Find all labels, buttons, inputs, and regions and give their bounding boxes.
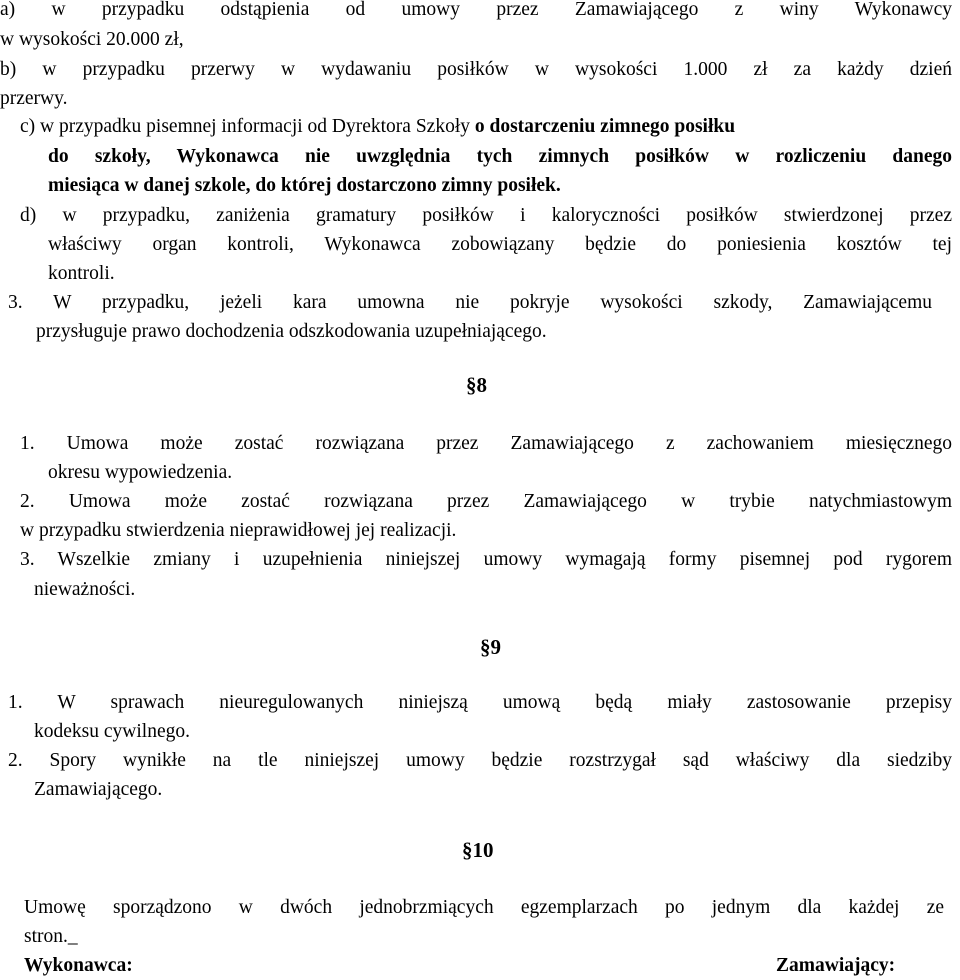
section-9-item-1-line-2: kodeksu cywilnego. [34,721,190,742]
clause-c-bold-first: o dostarczeniu zimnego posiłku [474,116,736,137]
section-10-text-line-2: stron._ [24,926,78,947]
section-8-item-3-line-2: nieważności. [34,579,136,600]
section-9-heading: §9 [480,635,501,659]
section-10-heading: §10 [462,838,494,862]
point-3-line-1: 3. W przypadku, jeżeli kara umowna nie pokryje wysokości szkody, Zamawiającemu [8,292,932,313]
signature-contractor-label: Wykonawca: [24,955,133,976]
clause-d-line-1: d) w przypadku, zaniżenia gramatury posiłków i kaloryczności posiłków stwierdzonej przez [20,205,952,226]
point-3-line-2: przysługuje prawo dochodzenia odszkodowania uzupełniającego. [36,321,547,342]
section-9-item-1-line-1: 1. W sprawach nieuregulowanych niniejszą umową będą miały zastosowanie przepisy [8,692,952,713]
clause-c-line-3: miesiąca w danej szkole, do której dostarczono zimny posiłek. [48,175,561,196]
clause-c-prefix: c) w przypadku pisemnej informacji od Dyrektora Szkoły [20,116,470,137]
section-9-item-2-line-2: Zamawiającego. [34,779,163,800]
clause-b-line-1: b) w przypadku przerwy w wydawaniu posiłków w wysokości 1.000 zł za każdy dzień [0,59,952,80]
section-9-item-2-line-1: 2. Spory wynikłe na tle niniejszej umowy będzie rozstrzygał sąd właściwy dla siedziby [8,750,952,771]
section-8-item-1-line-2: okresu wypowiedzenia. [48,462,233,483]
clause-c-line-2: do szkoły, Wykonawca nie uwzględnia tych zimnych posiłków w rozliczeniu danego [48,146,952,167]
section-8-item-2-line-1: 2. Umowa może zostać rozwiązana przez Zamawiającego w trybie natychmiastowym [20,491,952,512]
clause-b-line-2: przerwy. [0,88,68,109]
section-8-item-1-line-1: 1. Umowa może zostać rozwiązana przez Zamawiającego z zachowaniem miesięcznego [20,433,952,454]
section-8-item-3-line-1: 3. Wszelkie zmiany i uzupełnienia niniejszej umowy wymagają formy pisemnej pod rygorem [20,549,952,570]
clause-a-line-1: a) w przypadku odstąpienia od umowy przez Zamawiającego z winy Wykonawcy [0,0,952,20]
clause-d-line-3: kontroli. [48,263,115,284]
signature-client-label: Zamawiający: [776,955,896,976]
clause-d-line-2: właściwy organ kontroli, Wykonawca zobowiązany będzie do poniesienia kosztów tej [48,234,952,255]
section-8-heading: §8 [466,373,487,397]
clause-c-line-1 [20,115,735,139]
section-10-text-line-1: Umowę sporządzono w dwóch jednobrzmiących egzemplarzach po jednym dla każdej ze [24,897,944,918]
clause-a-line-2: w wysokości 20.000 zł, [0,29,184,50]
section-8-item-2-line-2: w przypadku stwierdzenia nieprawidłowej jej realizacji. [20,520,457,541]
